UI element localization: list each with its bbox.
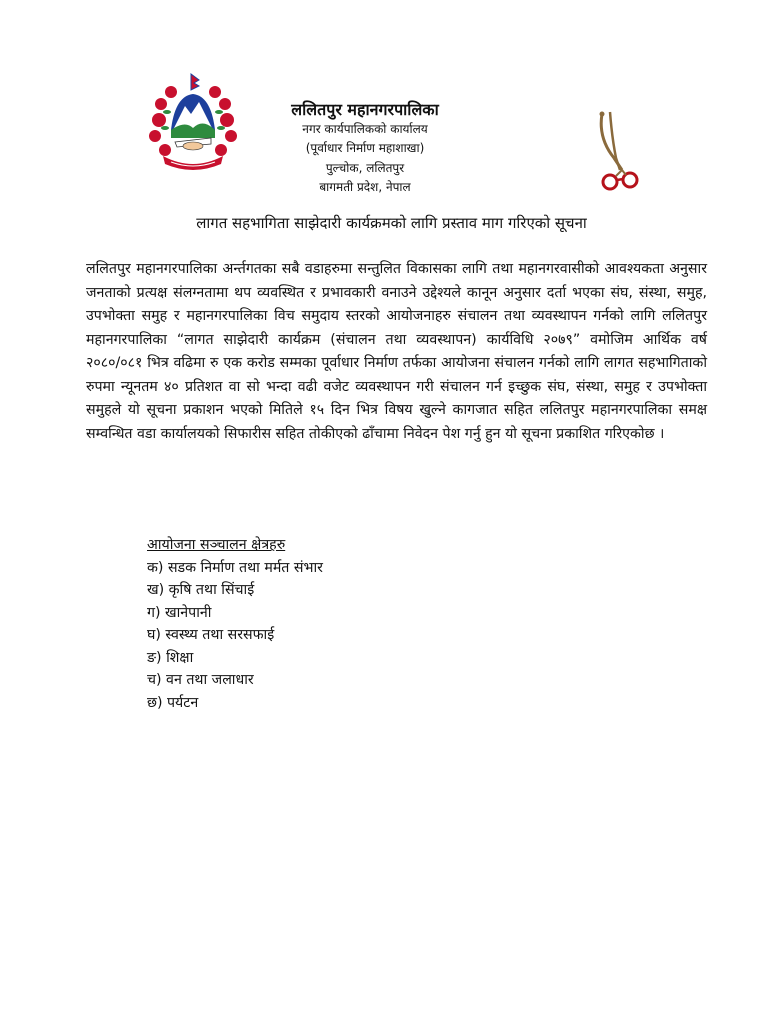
org-name: ललितपुर महानगरपालिका <box>291 100 439 119</box>
list-item: ग) खानेपानी <box>147 604 212 621</box>
office-province: बागमती प्रदेश, नेपाल <box>319 180 411 194</box>
project-areas <box>147 534 323 715</box>
office-name: नगर कार्यपालिकको कार्यालय <box>302 121 428 136</box>
nepal-emblem-icon <box>145 72 241 172</box>
areas-heading: आयोजना सञ्चालन क्षेत्रहरु <box>147 537 286 553</box>
scissors-logo-icon <box>592 108 648 194</box>
list-item: च) वन तथा जलाधार <box>147 672 254 689</box>
list-item: ङ) शिक्षा <box>147 649 194 666</box>
office-location: पुल्चोक, ललितपुर <box>325 160 405 175</box>
areas-list <box>147 557 323 715</box>
list-item: छ) पर्यटन <box>147 695 199 712</box>
notice-body: ललितपुर महानगरपालिका अर्न्तगतका सबै वडाहरुमा सन्तुलित विकासका लागि तथा महानगरवासीको आवश्यकता अनुसार जनताको प्रत्यक्ष संलग्नतामा थप व्यवस्थित र प्रभावकारी वनाउने उद्देश्यले कानून अनुसार दर्ता भएका संघ, संस्था, समुह, उपभोक्ता समुह र महानगरपालिका विच समुदाय स्तरको आयोजनाहरु संचालन तथा व्यवस्थापन गर्नको लागि ललितपुर महानगरपालिका “लागत साझेदारी कार्यक्रम (संचालन तथा व्यवस्थापन) कार्यविधि २०७९” वमोजिम आर्थिक वर्ष २०८०/०८१ भित्र वढिमा रु एक करोड सम्मका पूर्वाधार निर्माण तर्फका आयोजना संचालन गर्नको लागि लागत सहभागिताको रुपमा न्यूनतम ४० प्रतिशत वा सो भन्दा वढी वजेट व्यवस्थापन गरी संचालन गर्न इच्छुक संघ, संस्था, समुह र उपभोक्ता समुहले यो सूचना प्रकाशन भएको मितिले १५ दिन भित्र विषय खुल्ने कागजात सहित ललितपुर महानगरपालिका समक्ष सम्वन्धित वडा कार्यालयको सिफारीस सहित तोकीएको ढाँचामा निवेदन पेश गर्नु हुन यो सूचना प्रकाशित गरिएकोछ । <box>86 261 707 442</box>
list-item: क) सडक निर्माण तथा मर्मत संभार <box>147 559 323 576</box>
division-name: (पूर्वाधार निर्माण महाशाखा) <box>305 141 425 155</box>
list-item: घ) स्वस्थ्य तथा सरसफाई <box>147 627 275 644</box>
letterhead <box>270 100 460 198</box>
notice-title: लागत सहभागिता साझेदारी कार्यक्रमको लागि प्रस्ताव माग गरिएको सूचना <box>196 214 587 232</box>
list-item: ख) कृषि तथा सिंचाई <box>147 582 255 599</box>
